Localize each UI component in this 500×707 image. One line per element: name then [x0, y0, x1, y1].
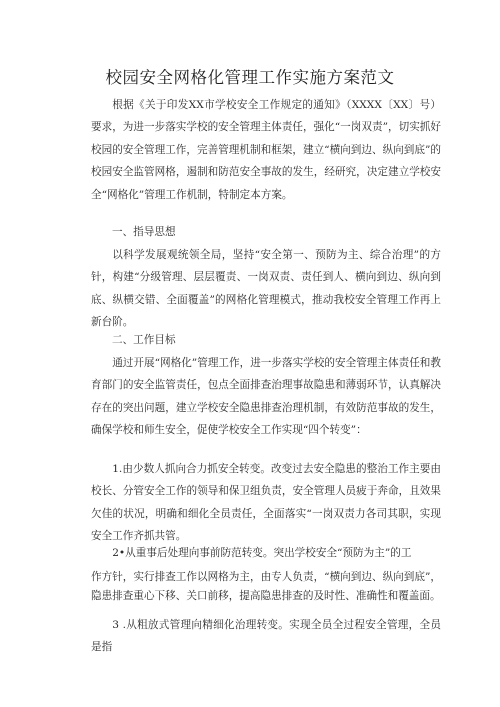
goal-item-2-continued: 作方针，实行排查工作以网格为主，由专人负责，“横向到边、纵向到底”，隐患排查重心下移、关口前移，提高隐患排查的及时性、准确性和覆盖面。 — [91, 571, 441, 602]
document-title: 校园安全网格化管理工作实施方案范文 — [105, 68, 395, 87]
intro-paragraph: 根据《关于印发XX市学校安全工作规定的通知》（XXXX〔XX〕号）要求，为进一步落实学校的安全管理主体责任，强化“一岗双责”，切实抓好校园的安全管理工作，完善管理机制和框架，建立“横向到边、纵向到底”的校园安全监管网格，遏制和防范安全事故的发生，经研究，决定建立学校安全“网格化”管理工作机制，特制定本方案。 — [91, 99, 441, 201]
goal-item-3-lead: 3 .从粗放式管理向精细化治理转变。实现全员全过程安全管理，全员是指 — [91, 619, 441, 654]
guiding-ideology-paragraph: 以科学发展观统领全局，坚持“安全第一、预防为主、综合治理”的方针，构建“分级管理、层层覆责、一岗双责、责任到人、横向到边、纵向到底、纵横交错、全面覆盖”的网格化管理模式，推动我校安全管理工作再上新台阶。 — [91, 249, 441, 329]
section-heading-guiding-ideology: 一、指导思想 — [112, 226, 176, 238]
goal-item-2-lead: 2•从重事后处理向事前防范转变。突出学校安全“预防为主”的工 — [112, 547, 412, 559]
work-goals-paragraph: 通过开展“网格化”管理工作，进一步落实学校的安全管理主体责任和教育部门的安全监管责任，包点全面排查治理事故隐患和薄弱环节，认真解决存在的突出问题，建立学校安全隐患排查治理机制，有效防范事故的发生，确保学校和师生安全，促使学校安全工作实现“四个转变”： — [91, 357, 441, 437]
section-heading-work-goals: 二、工作目标 — [112, 334, 176, 346]
goal-item-1: 1.由少数人抓向合力抓安全转变。改变过去安全隐患的整治工作主要由校长、分管安全工作的领导和保卫组负责，安全管理人员疲于奔命，且效果欠佳的状况，明确和细化全员责任，全面落实“一岗双责力各司其职，实现安全工作齐抓共管。 — [91, 463, 441, 543]
